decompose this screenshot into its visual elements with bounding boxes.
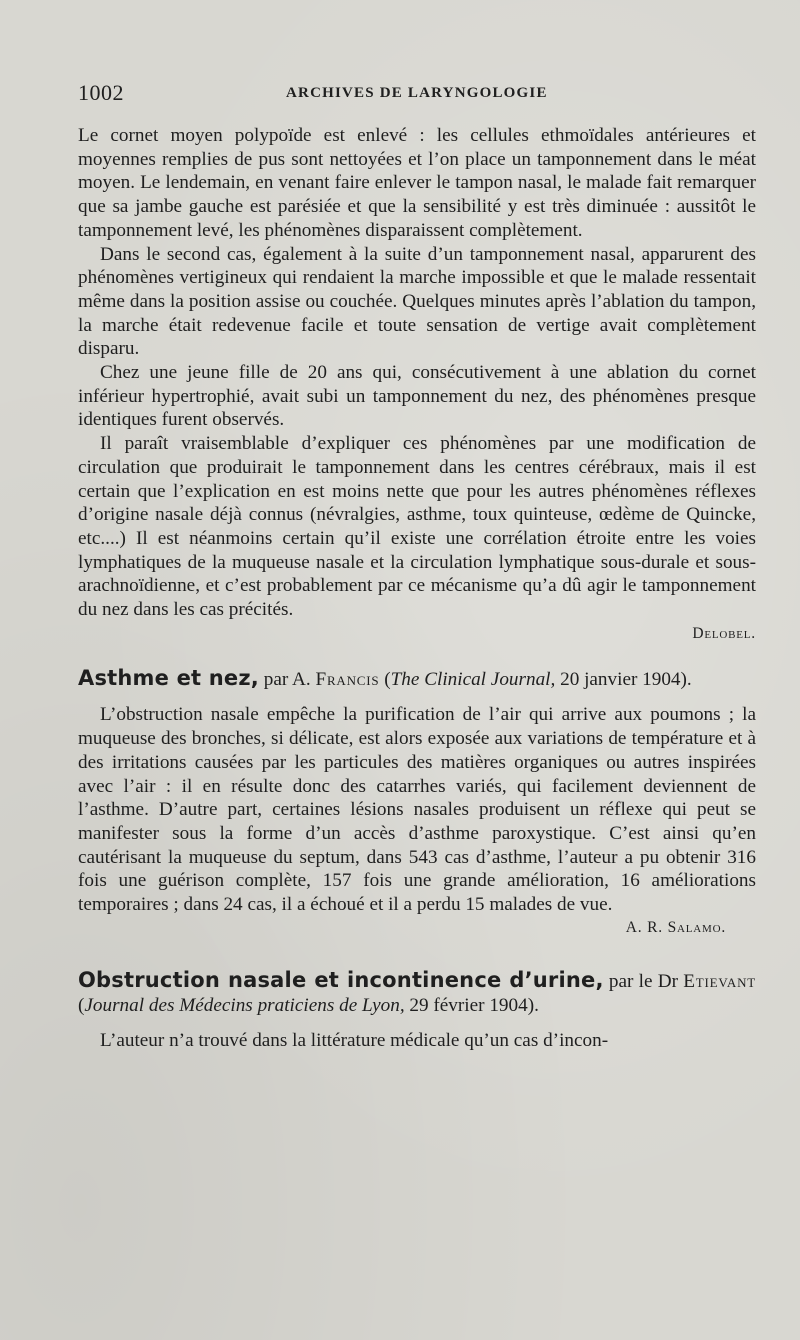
journal-title: ARCHIVES DE LARYNGOLOGIE	[286, 85, 548, 101]
running-head	[78, 80, 756, 108]
signature-text: A. R. Salamo.	[625, 918, 726, 936]
byline: par le Dr	[608, 970, 678, 992]
paragraph: Le cornet moyen polypoïde est enlevé : les cellules ethmoïdales antérieures et moyennes remplies de pus sont nettoyées et l’on place un tamponnement dans le méat moyen. Le lendemain, en venant faire enlever le tampon nasal, le malade fait remarquer que sa jambe gauche est parésiée et que la sensibilité y est très diminuée : aussitôt le tamponnement levé, les phénomènes disparaissent complètement.	[78, 125, 756, 241]
source-journal: The Clinical Journal,	[390, 668, 556, 690]
author-signature	[78, 916, 756, 940]
article-heading	[78, 667, 756, 692]
source-open: (	[78, 994, 85, 1016]
article-body: L’auteur n’a trouvé dans la littérature médicale qu’un cas d’incon-	[100, 1030, 609, 1052]
author-name: Etievant	[683, 970, 757, 992]
article-title: Asthme et nez,	[78, 665, 259, 690]
source-open: (	[384, 668, 391, 690]
signature-text: Delobel.	[692, 624, 756, 642]
article-title: Obstruction nasale et incontinence d’urine,	[78, 967, 604, 992]
source-journal: Journal des Médecins praticiens de Lyon,	[84, 994, 405, 1016]
byline: par A.	[263, 668, 311, 690]
author-name: Francis	[315, 668, 380, 690]
paragraph: Chez une jeune fille de 20 ans qui, consécutivement à une ablation du cornet inférieur hypertrophié, avait subi un tamponnement du nez, des phénomènes presque identiques furent observés.	[78, 362, 756, 431]
article-heading	[78, 969, 756, 1017]
paragraph: Dans le second cas, également à la suite d’un tamponnement nasal, apparurent des phénomènes vertigineux qui rendaient la marche impossible et que le malade ressentait même dans la position assise ou couchée. Quelques minutes après l’ablation du tampon, la marche était redevenue facile et toute sensation de vertige avait complètement disparu.	[78, 243, 756, 360]
page-number: 1002	[78, 80, 124, 105]
paragraph: Il paraît vraisemblable d’expliquer ces phénomènes par une modification de circulation que produirait le tamponnement dans les centres cérébraux, mais il est certain que l’explication en est moins nette que pour les autres phénomènes réflexes d’origine nasale déjà connus (névralgies, asthme, toux quinteuse, œdème de Quincke, etc....) Il est néanmoins certain qu’il existe une corrélation étroite entre les voies lymphatiques de la muqueuse nasale et la circulation lymphatique sous-durale et sous-arachnoïdienne, et c’est probablement par ce mécanisme qu’a dû agir le tamponnement du nez dans les cas précités.	[78, 433, 756, 621]
source-date: 20 janvier 1904).	[560, 668, 692, 690]
author-signature	[78, 622, 756, 646]
source-date: 29 février 1904).	[409, 994, 539, 1016]
article-body: L’obstruction nasale empêche la purification de l’air qui arrive aux poumons ; la muqueuse des bronches, si délicate, est alors exposée aux variations de température et à des irritations causées par les particules des matières organiques ou autres inspirées avec l’air : il en résulte donc des catarrhes variés, qui facilement deviennent de l’asthme. D’autre part, certaines lésions nasales produisent un réflexe qui peut se manifester sous la forme d’un accès d’asthme paroxystique. C’est ainsi qu’en cautérisant la muqueuse du septum, dans 543 cas d’asthme, l’auteur a pu obtenir 316 fois une guérison complète, 157 fois une grande amélioration, 16 améliorations temporaires ; dans 24 cas, il a échoué et il a perdu 15 malades de vue.	[78, 704, 756, 916]
